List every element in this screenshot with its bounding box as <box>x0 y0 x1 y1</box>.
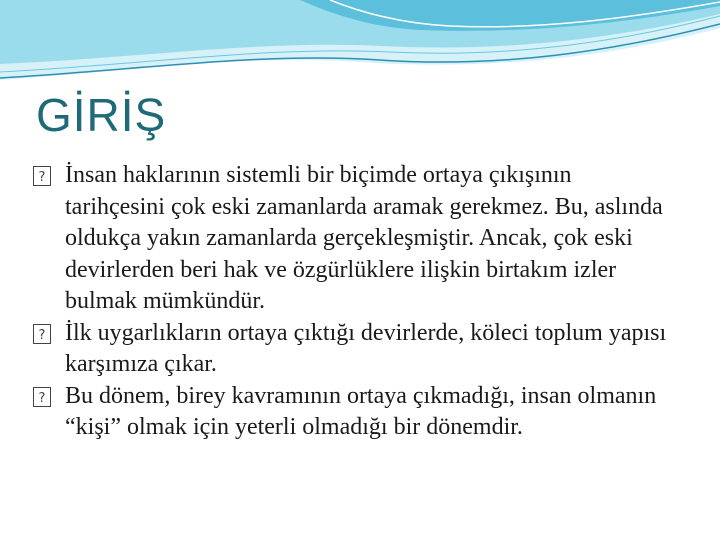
bullet-list <box>33 160 673 444</box>
bullet-text: Bu dönem, birey kavramının ortaya çıkmadığı, insan olmanın “kişi” olmak için yeterli olmadığı bir dönemdir. <box>65 382 657 440</box>
bullet-glyph-icon <box>33 166 51 186</box>
bullet-item <box>33 160 673 318</box>
bullet-text: İlk uygarlıkların ortaya çıktığı devirlerde, köleci toplum yapısı karşımıza çıkar. <box>65 319 667 377</box>
bullet-glyph-icon <box>33 387 51 407</box>
slide-title: GİRİŞ <box>36 89 167 141</box>
bullet-item <box>33 381 673 444</box>
bullet-glyph-icon <box>33 324 51 344</box>
svg-text:?: ? <box>38 170 46 185</box>
svg-text:?: ? <box>38 327 46 343</box>
svg-text:?: ? <box>38 390 46 406</box>
bullet-item <box>33 318 673 381</box>
header-wave-decoration <box>0 0 720 90</box>
bullet-text: İnsan haklarının sistemli bir biçimde ortaya çıkışının tarihçesini çok eski zamanlarda aramak gerekmez. Bu, aslında oldukça yakın zamanlarda gerçekleşmiştir. Ancak, çok eski devirlerden beri hak ve özgürlüklere ilişkin birtakım izler bulmak mümkündür. <box>65 162 663 314</box>
